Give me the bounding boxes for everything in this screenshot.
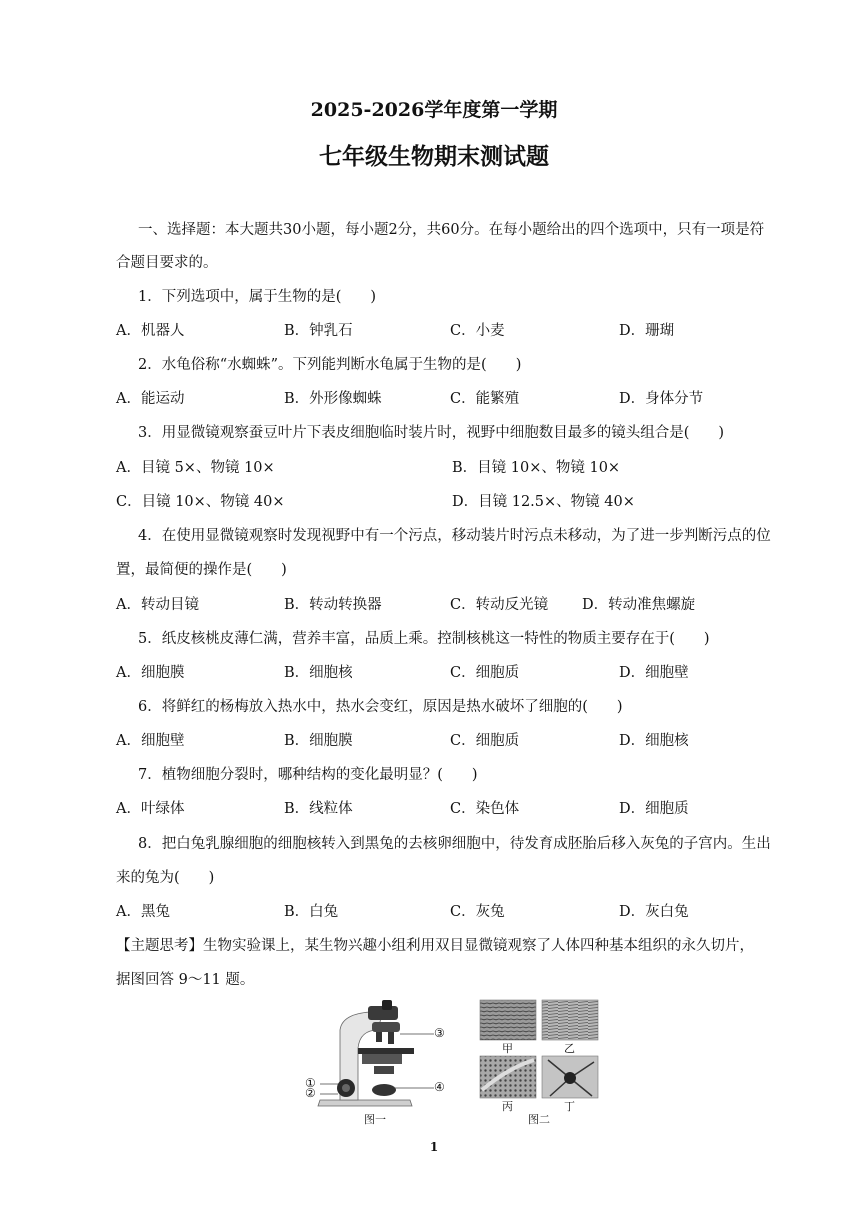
option-d[interactable]: D．目镜 12.5×、物镜 40× (452, 494, 635, 510)
option-b[interactable]: B．钟乳石 (284, 323, 353, 339)
option-d[interactable]: D．细胞壁 (619, 665, 689, 681)
tissue-slides-illustration (478, 998, 600, 1112)
figure-2-tissues (478, 998, 600, 1112)
question-6-options (116, 729, 792, 751)
option-c[interactable]: C．细胞质 (450, 733, 520, 749)
question-8-options (116, 900, 792, 922)
option-d[interactable]: D．细胞质 (619, 801, 689, 817)
option-b[interactable]: B．转动转换器 (284, 597, 382, 613)
question-8-stem-line1: 8．把白兔乳腺细胞的细胞核转入到黑兔的去核卵细胞中，待发育成胚胎后移入灰兔的子宫内。生出 (138, 836, 771, 852)
question-4-stem-line1: 4．在使用显微镜观察时发现视野中有一个污点，移动装片时污点未移动，为了进一步判断污点的位 (138, 528, 771, 544)
option-b[interactable]: B．目镜 10×、物镜 10× (452, 460, 621, 476)
option-a[interactable]: A．机器人 (116, 323, 185, 339)
figure-1-caption: 图一 (364, 1113, 386, 1126)
option-d[interactable]: D．转动准焦螺旋 (582, 597, 696, 613)
question-2-stem: 2．水龟俗称“水蜘蛛”。下列能判断水龟属于生物的是( ) (138, 357, 522, 373)
label-2: ② (305, 1086, 316, 1100)
section-intro-line1: 一、选择题：本大题共30小题，每小题2分，共60分。在每小题给出的四个选项中，只有一项是符 (138, 222, 765, 238)
tissue-label-jia: 甲 (502, 1042, 513, 1055)
option-c[interactable]: C．灰兔 (450, 904, 505, 920)
option-a[interactable]: A．细胞壁 (116, 733, 185, 749)
option-d[interactable]: D．珊瑚 (619, 323, 675, 339)
theme-line2: 据图回答 9～11 题。 (116, 972, 255, 988)
section-intro-line2: 合题目要求的。 (116, 255, 218, 271)
question-1-options (116, 319, 792, 341)
figure-2-caption: 图二 (528, 1113, 550, 1126)
question-5-options (116, 661, 792, 683)
theme-line1: 【主题思考】生物实验课上，某生物兴趣小组利用双目显微镜观察了人体四种基本组织的永久切片， (116, 938, 754, 954)
question-6-stem: 6．将鲜红的杨梅放入热水中，热水会变红，原因是热水破坏了细胞的( ) (138, 699, 623, 715)
tissue-label-bing: 丙 (502, 1100, 513, 1113)
question-7-stem: 7．植物细胞分裂时，哪种结构的变化最明显？( ) (138, 767, 478, 783)
page-number: 1 (429, 1140, 439, 1154)
option-b[interactable]: B．外形像蜘蛛 (284, 391, 382, 407)
question-5-stem: 5．纸皮核桃皮薄仁满，营养丰富，品质上乘。控制核桃这一特性的物质主要存在于( ) (138, 631, 710, 647)
label-1: ① (305, 1076, 316, 1090)
question-2-options (116, 387, 792, 409)
question-8-stem-line2: 来的兔为( ) (116, 870, 215, 886)
question-1-stem: 1．下列选项中，属于生物的是( ) (138, 289, 377, 305)
option-c[interactable]: C．小麦 (450, 323, 505, 339)
option-a[interactable]: A．黑兔 (116, 904, 170, 920)
question-3-options-row2 (116, 490, 792, 512)
option-a[interactable]: A．细胞膜 (116, 665, 185, 681)
question-4-stem-line2: 置，最简便的操作是( ) (116, 562, 287, 578)
option-c[interactable]: C．能繁殖 (450, 391, 520, 407)
option-c[interactable]: C．染色体 (450, 801, 520, 817)
tissue-label-ding: 丁 (564, 1100, 575, 1113)
option-a[interactable]: A．叶绿体 (116, 801, 185, 817)
option-c[interactable]: C．细胞质 (450, 665, 520, 681)
tissue-label-yi: 乙 (564, 1042, 575, 1055)
option-c[interactable]: C．转动反光镜 (450, 597, 549, 613)
option-c[interactable]: C．目镜 10×、物镜 40× (116, 494, 285, 510)
option-b[interactable]: B．细胞核 (284, 665, 353, 681)
option-a[interactable]: A．目镜 5×、物镜 10× (116, 460, 275, 476)
exam-term-title: 2025-2026学年度第一学期 (310, 99, 558, 121)
question-3-stem: 3．用显微镜观察蚕豆叶片下表皮细胞临时装片时，视野中细胞数目最多的镜头组合是( ) (138, 425, 725, 441)
figure-1-microscope (300, 1000, 460, 1110)
question-4-options (116, 593, 792, 615)
option-b[interactable]: B．线粒体 (284, 801, 353, 817)
label-4: ④ (434, 1080, 445, 1094)
option-d[interactable]: D．灰白兔 (619, 904, 689, 920)
option-d[interactable]: D．细胞核 (619, 733, 689, 749)
option-d[interactable]: D．身体分节 (619, 391, 704, 407)
option-a[interactable]: A．能运动 (116, 391, 185, 407)
label-3: ③ (434, 1026, 445, 1040)
exam-subject-title: 七年级生物期末测试题 (319, 143, 549, 170)
option-a[interactable]: A．转动目镜 (116, 597, 199, 613)
option-b[interactable]: B．细胞膜 (284, 733, 353, 749)
question-7-options (116, 797, 792, 819)
option-b[interactable]: B．白兔 (284, 904, 339, 920)
question-3-options-row1 (116, 456, 792, 478)
